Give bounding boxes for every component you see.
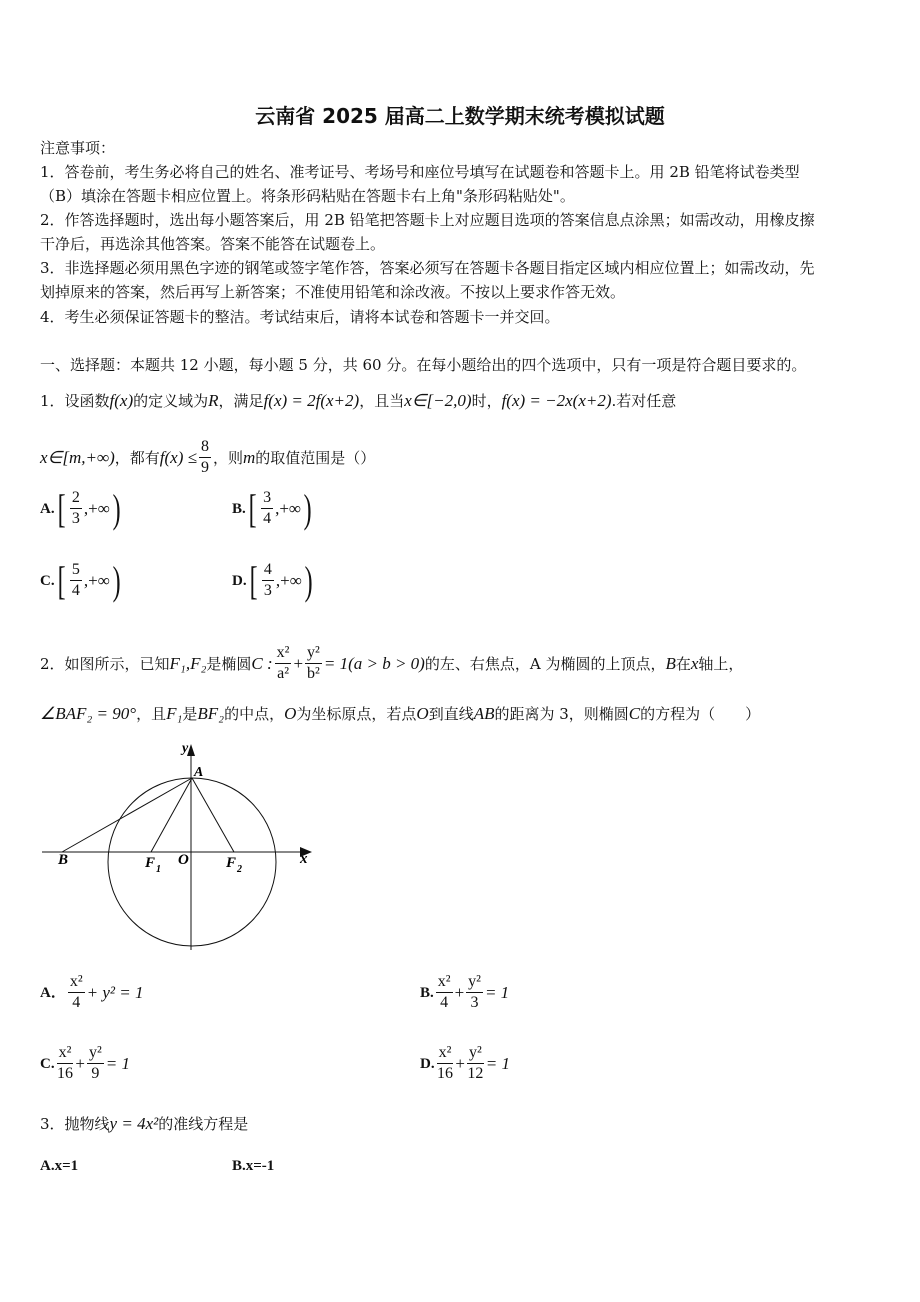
math-segment: AB [473, 704, 495, 723]
q3-option-a: A.x=1 [40, 1158, 79, 1174]
text-segment: 在 [675, 654, 691, 673]
fraction [57, 1043, 74, 1084]
equation-rest: = 1 [484, 982, 510, 1002]
left-bracket: [ [248, 485, 257, 531]
numerator: y² [466, 972, 483, 993]
text-segment: 的左、右焦点，A 为椭圆的上顶点， [424, 654, 666, 673]
label-F1-sub: 1 [156, 864, 161, 875]
denominator: 12 [467, 1065, 484, 1082]
math-segment: x [690, 653, 699, 673]
denominator: 16 [436, 1065, 453, 1082]
note-line: 2．作答选择题时，选出每小题答案后，用 2B 铅笔把答题卡上对应题目选项的答案信息点涂黑；如需改动，用橡皮擦 [40, 211, 815, 229]
math-segment: F₁ [166, 704, 183, 723]
math-operator: + [454, 982, 465, 1002]
text-segment: ，都有 [114, 448, 160, 467]
q2-option-b [420, 972, 509, 1013]
label-B: B [58, 852, 69, 868]
numerator: y² [87, 1043, 104, 1064]
numerator: x² [275, 643, 292, 664]
note-line: 注意事项： [40, 139, 116, 157]
numerator: x² [57, 1043, 74, 1064]
text-segment: ，则 [212, 448, 243, 467]
text-segment: 是 [182, 705, 198, 723]
note-line: 1．答卷前，考生务必将自己的姓名、准考证号、考场号和座位号填写在试题卷和答题卡上。用 2B 铅笔将试卷类型 [40, 163, 800, 181]
label-x: x [300, 851, 308, 867]
text-segment: 的方程为（ ） [640, 705, 761, 723]
segment-AB [62, 778, 192, 852]
math-segment: O [416, 704, 429, 723]
right-paren: ) [303, 485, 312, 531]
equation-rest: = 1 [485, 1053, 511, 1073]
math-segment: f(x) = 2f(x+2) [263, 391, 360, 410]
numerator: x² [437, 1043, 454, 1064]
fraction [466, 972, 483, 1013]
note-line: 3．非选择题必须用黑色字迹的钢笔或签字笔作答，答案必须写在答题卡各题目指定区域内相应位置上；如需改动，先 [40, 259, 815, 277]
math-segment: f(x) ≤ [159, 447, 197, 467]
note-line: 4．考生必须保证答题卡的整洁。考试结束后，请将本试卷和答题卡一并交回。 [40, 308, 560, 326]
math-segment: m [242, 447, 256, 467]
text-segment: 的准线方程是 [158, 1115, 249, 1133]
interval-tail: ,+∞ [83, 498, 110, 518]
math-segment: = 1(a > b > 0) [323, 653, 425, 673]
label-F2-sub: 2 [237, 864, 242, 875]
option-label: C. [40, 1055, 55, 1072]
math-operator: + [293, 653, 304, 673]
denominator: b² [307, 665, 320, 682]
text-segment: 3．抛物线 [40, 1115, 110, 1133]
fraction [70, 560, 82, 601]
math-segment: x∈[m,+∞) [40, 447, 115, 467]
math-segment: O [284, 704, 297, 723]
text-segment: 的定义域为 [133, 392, 209, 410]
math-segment: y = 4x² [109, 1114, 159, 1133]
denominator: 4 [71, 582, 80, 599]
math-segment: f(x) [109, 391, 134, 410]
left-bracket: [ [249, 557, 258, 603]
fraction [436, 972, 453, 1013]
numerator: 3 [261, 488, 273, 509]
option-label: D. [232, 572, 247, 589]
right-paren: ) [304, 557, 313, 603]
ellipse [108, 778, 276, 946]
q3-option-b: B.x=-1 [232, 1158, 275, 1174]
fraction [68, 972, 85, 1013]
denominator: 4 [440, 994, 449, 1011]
denominator: 3 [470, 994, 479, 1011]
interval-tail: ,+∞ [275, 570, 302, 590]
numerator: y² [305, 643, 322, 664]
q2-option-a [40, 972, 143, 1013]
label-O: O [178, 852, 189, 868]
fraction [467, 1043, 484, 1084]
numerator: 2 [70, 488, 82, 509]
fraction [87, 1043, 104, 1084]
label-A: A [194, 765, 204, 780]
segment-AF2 [192, 778, 234, 852]
numerator: x² [436, 972, 453, 993]
math-segment: f(x) = −2x(x+2) [501, 391, 612, 410]
numerator: 8 [199, 437, 211, 458]
text-segment: ，且当 [359, 392, 405, 410]
math-operator: + [455, 1053, 465, 1073]
option-label: B. [232, 500, 246, 517]
math-segment: C : [251, 653, 273, 673]
equation-rest: = 1 [105, 1053, 131, 1073]
math-segment: R [208, 391, 219, 410]
denominator: 3 [71, 510, 80, 527]
left-bracket: [ [57, 485, 66, 531]
text-segment: 到直线 [428, 705, 474, 723]
option-label: A. [40, 500, 55, 517]
q1-option-a [40, 485, 123, 531]
left-bracket: [ [57, 557, 66, 603]
q1-option-b [232, 485, 314, 531]
note-line: 干净后，再选涂其他答案。答案不能答在试题卷上。 [40, 235, 386, 253]
numerator: y² [467, 1043, 484, 1064]
section-heading: 一、选择题：本题共 12 小题，每小题 5 分，共 60 分。在每小题给出的四个选项中，只有一项是符合题目要求的。 [40, 356, 807, 374]
text-segment: 的中点， [224, 705, 285, 723]
math-segment: ∠BAF₂ = 90° [40, 704, 137, 723]
label-y: y [182, 741, 189, 756]
denominator: 9 [91, 1065, 100, 1082]
right-paren: ) [112, 557, 121, 603]
denominator: 4 [263, 510, 272, 527]
text-segment: 轴上， [698, 654, 744, 673]
page-title: 云南省 2025 届高二上数学期末统考模拟试题 [255, 104, 665, 128]
q1-option-d [232, 557, 315, 603]
math-segment: x∈[−2,0) [404, 391, 472, 410]
equation-rest: + y² = 1 [86, 982, 144, 1002]
option-label: D. [420, 1055, 435, 1072]
math-segment: C [628, 704, 641, 723]
interval-tail: ,+∞ [83, 570, 110, 590]
denominator: 3 [263, 582, 272, 599]
q2-option-c [40, 1043, 130, 1084]
text-segment: ，且 [136, 705, 167, 723]
denominator: 9 [200, 459, 209, 476]
text-segment: .若对任意 [611, 392, 677, 410]
text-segment: 为坐标原点，若点 [296, 705, 417, 723]
option-label: A． [40, 984, 66, 1001]
text-segment: 是椭圆 [206, 654, 252, 673]
fraction [70, 488, 82, 529]
option-label: C. [40, 572, 55, 589]
math-segment: BF₂ [197, 704, 225, 723]
math-operator: + [75, 1053, 85, 1073]
note-line: （B）填涂在答题卡相应位置上。将条形码粘贴在答题卡右上角"条形码粘贴处"。 [40, 187, 575, 205]
q1-option-c [40, 557, 123, 603]
right-paren: ) [112, 485, 121, 531]
label-F1: F [145, 855, 156, 871]
text-segment: 的取值范围是（） [255, 448, 376, 467]
text-segment: ，满足 [218, 392, 264, 410]
denominator: 16 [56, 1065, 73, 1082]
text-segment: 的距离为 3，则椭圆 [494, 705, 629, 723]
numerator: x² [68, 972, 85, 993]
note-line: 划掉原来的答案，然后再写上新答案；不准使用铅笔和涂改液。不按以上要求作答无效。 [40, 283, 626, 301]
fraction [262, 560, 274, 601]
text-segment: 2．如图所示，已知 [40, 654, 170, 673]
fraction [261, 488, 273, 529]
q3-stem [40, 1112, 248, 1136]
numerator: 4 [262, 560, 274, 581]
math-segment: B [665, 653, 676, 673]
label-F2: F [226, 855, 237, 871]
option-label: B. [420, 984, 434, 1001]
denominator: a² [277, 665, 289, 682]
math-segment: F₁,F₂ [169, 653, 207, 673]
text-segment: 1．设函数 [40, 392, 110, 410]
numerator: 5 [70, 560, 82, 581]
denominator: 4 [72, 994, 81, 1011]
q2-option-d [420, 1043, 510, 1084]
interval-tail: ,+∞ [275, 498, 302, 518]
text-segment: 时， [471, 392, 502, 410]
fraction [437, 1043, 454, 1084]
